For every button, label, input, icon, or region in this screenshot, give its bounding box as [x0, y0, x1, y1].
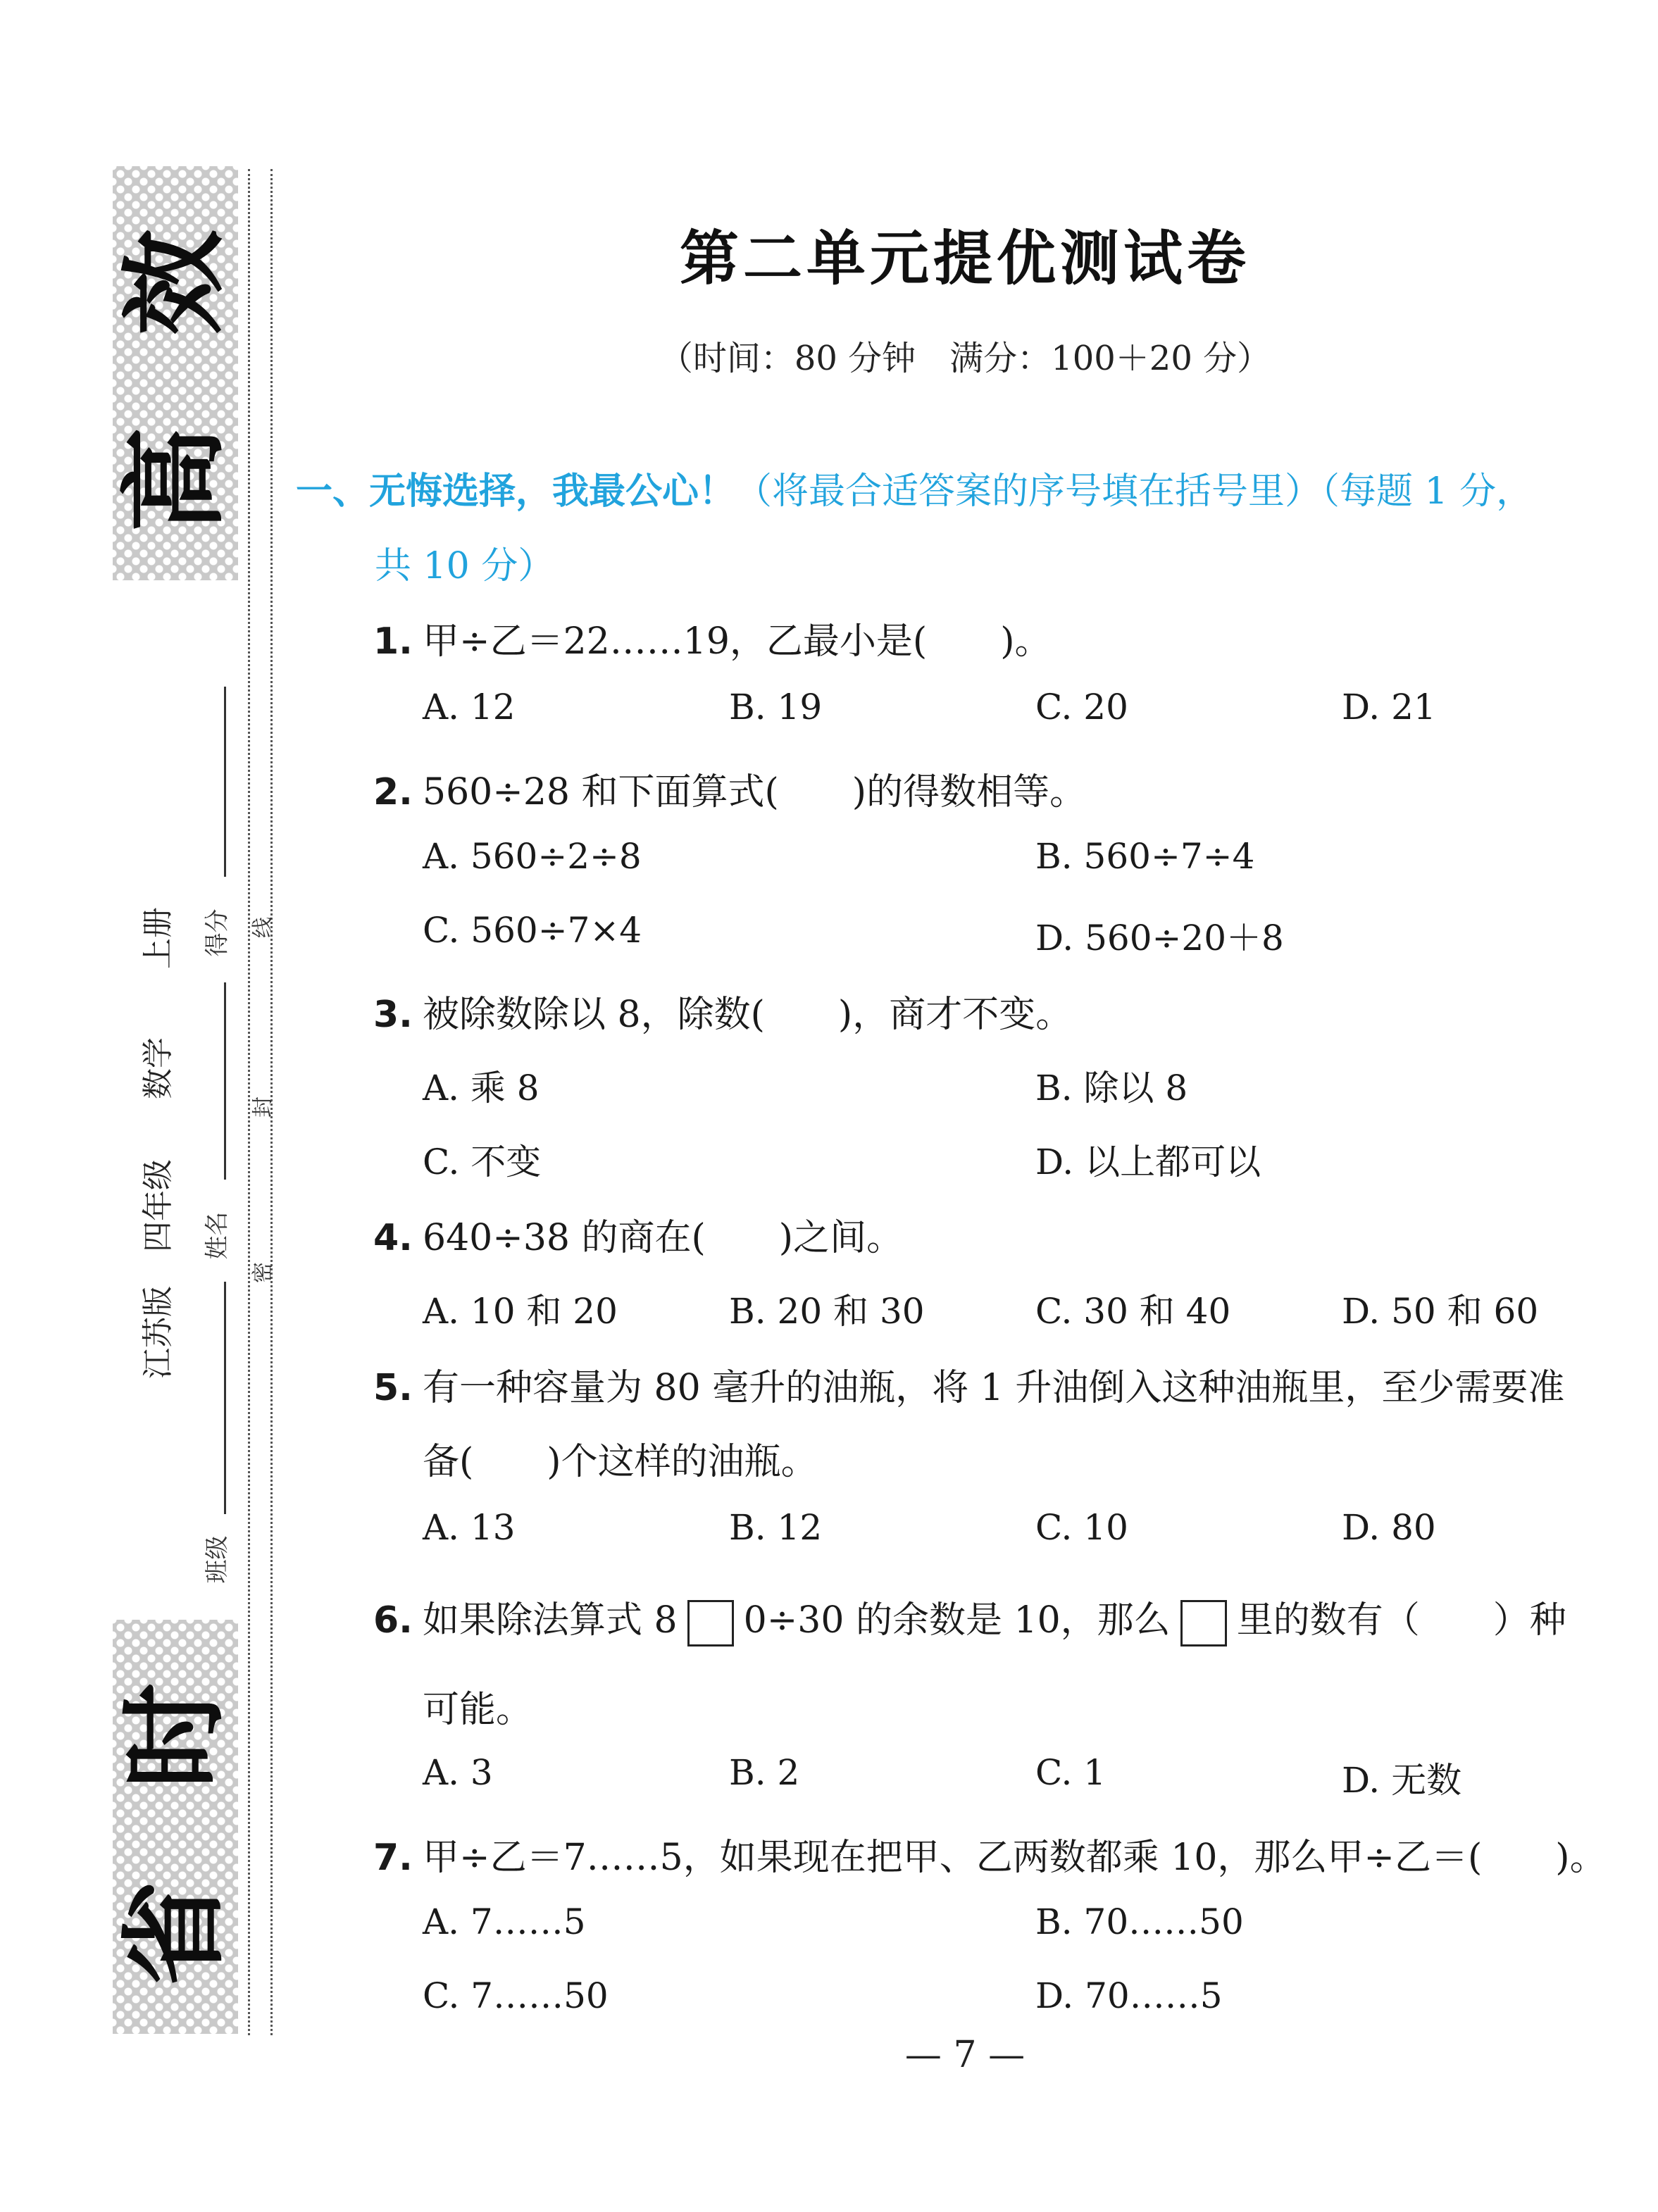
seal-word-line: 线	[251, 917, 275, 938]
option-a[interactable]: A. 12	[423, 687, 516, 727]
option-d[interactable]: D. 560÷20＋8	[1035, 918, 1284, 958]
question-text: 560÷28 和下面算式( )的得数相等。	[423, 771, 1087, 813]
class-label: 班级	[203, 1535, 232, 1584]
side-char-sheng: 省	[114, 1880, 237, 1987]
question-number: 7.	[373, 1837, 413, 1879]
side-banner-bottom	[113, 1620, 238, 2034]
option-b[interactable]: B. 70……50	[1035, 1901, 1244, 1942]
page-number: — 7 —	[904, 2034, 1026, 2076]
section-1-heading: 一、无悔选择，我最公心！	[296, 470, 736, 513]
question-number: 2.	[373, 771, 413, 813]
question-1	[373, 611, 1658, 664]
name-label: 姓名	[203, 1211, 232, 1260]
question-text-c: 里的数有（ ）种	[1236, 1599, 1566, 1642]
side-char-gao: 高	[114, 426, 237, 533]
option-a[interactable]: A. 3	[423, 1752, 493, 1793]
option-b[interactable]: B. 20 和 30	[729, 1291, 925, 1332]
option-a[interactable]: A. 560÷2÷8	[423, 836, 642, 877]
option-c[interactable]: C. 10	[1035, 1507, 1128, 1548]
option-d[interactable]: D. 80	[1342, 1507, 1436, 1548]
option-d[interactable]: D. 无数	[1342, 1760, 1462, 1801]
section-1-instruction: （将最合适答案的序号填在括号里）（每题 1 分，	[735, 470, 1533, 513]
page-title: 第二单元提优测试卷	[679, 223, 1250, 293]
option-b[interactable]: B. 560÷7÷4	[1035, 836, 1255, 877]
question-text: 被除数除以 8，除数( )，商才不变。	[423, 994, 1073, 1036]
option-a[interactable]: A. 10 和 20	[423, 1291, 618, 1332]
question-number: 6.	[373, 1599, 413, 1642]
question-number: 3.	[373, 994, 413, 1036]
side-char-shi: 时	[114, 1682, 237, 1789]
option-a[interactable]: A. 13	[423, 1507, 516, 1548]
option-b[interactable]: B. 19	[729, 687, 823, 727]
option-a[interactable]: A. 7……5	[423, 1901, 586, 1942]
question-2	[373, 762, 1658, 815]
question-5-cont: 备( )个这样的油瓶。	[423, 1441, 818, 1483]
question-number: 5.	[373, 1367, 413, 1409]
question-4	[373, 1208, 1658, 1261]
class-blank[interactable]	[224, 1282, 226, 1514]
side-char-xiao: 效	[114, 229, 237, 336]
option-b[interactable]: B. 12	[729, 1507, 823, 1548]
question-number: 1.	[373, 620, 413, 663]
question-text: 甲÷乙＝7……5，如果现在把甲、乙两数都乘 10，那么甲÷乙＝( )。	[423, 1837, 1607, 1879]
question-text: 甲÷乙＝22……19，乙最小是( )。	[423, 620, 1052, 663]
question-5	[373, 1358, 1658, 1411]
grade-label: 四年级	[140, 1159, 176, 1252]
option-a[interactable]: A. 乘 8	[423, 1068, 540, 1108]
name-blank[interactable]	[224, 982, 226, 1180]
question-7	[373, 1827, 1658, 1880]
score-label: 得分	[203, 908, 232, 957]
question-3	[373, 985, 1658, 1037]
subject-label: 数学	[140, 1037, 176, 1099]
page-subtitle: （时间：80 分钟 满分：100＋20 分）	[659, 339, 1271, 378]
option-c[interactable]: C. 不变	[423, 1142, 542, 1182]
section-1-instruction-cont: 共 10 分）	[375, 545, 555, 587]
question-text: 640÷38 的商在( )之间。	[423, 1217, 904, 1259]
question-6	[373, 1590, 1658, 1646]
answer-box[interactable]	[1180, 1600, 1227, 1646]
seal-word-seal: 封	[251, 1096, 275, 1118]
score-blank[interactable]	[224, 687, 226, 877]
option-d[interactable]: D. 21	[1342, 687, 1436, 727]
option-d[interactable]: D. 50 和 60	[1342, 1291, 1539, 1332]
option-c[interactable]: C. 7……50	[423, 1975, 609, 2016]
question-number: 4.	[373, 1217, 413, 1259]
volume-label: 上册	[140, 907, 176, 969]
section-1-header	[296, 454, 1655, 604]
option-d[interactable]: D. 70……5	[1035, 1975, 1223, 2016]
question-6-cont: 可能。	[423, 1689, 533, 1731]
option-c[interactable]: C. 560÷7×4	[423, 910, 642, 951]
option-d[interactable]: D. 以上都可以	[1035, 1142, 1261, 1182]
answer-box[interactable]	[687, 1600, 734, 1646]
edition-label: 江苏版	[140, 1286, 176, 1379]
option-b[interactable]: B. 2	[729, 1752, 800, 1793]
option-b[interactable]: B. 除以 8	[1035, 1068, 1188, 1108]
question-text-b: 0÷30 的余数是 10，那么	[743, 1599, 1171, 1642]
option-c[interactable]: C. 20	[1035, 687, 1128, 727]
option-c[interactable]: C. 30 和 40	[1035, 1291, 1231, 1332]
seal-word-secret: 密	[251, 1262, 275, 1283]
question-text: 有一种容量为 80 毫升的油瓶，将 1 升油倒入这种油瓶里，至少需要准	[423, 1367, 1565, 1409]
option-c[interactable]: C. 1	[1035, 1752, 1107, 1793]
question-text-a: 如果除法算式 8	[423, 1599, 678, 1642]
